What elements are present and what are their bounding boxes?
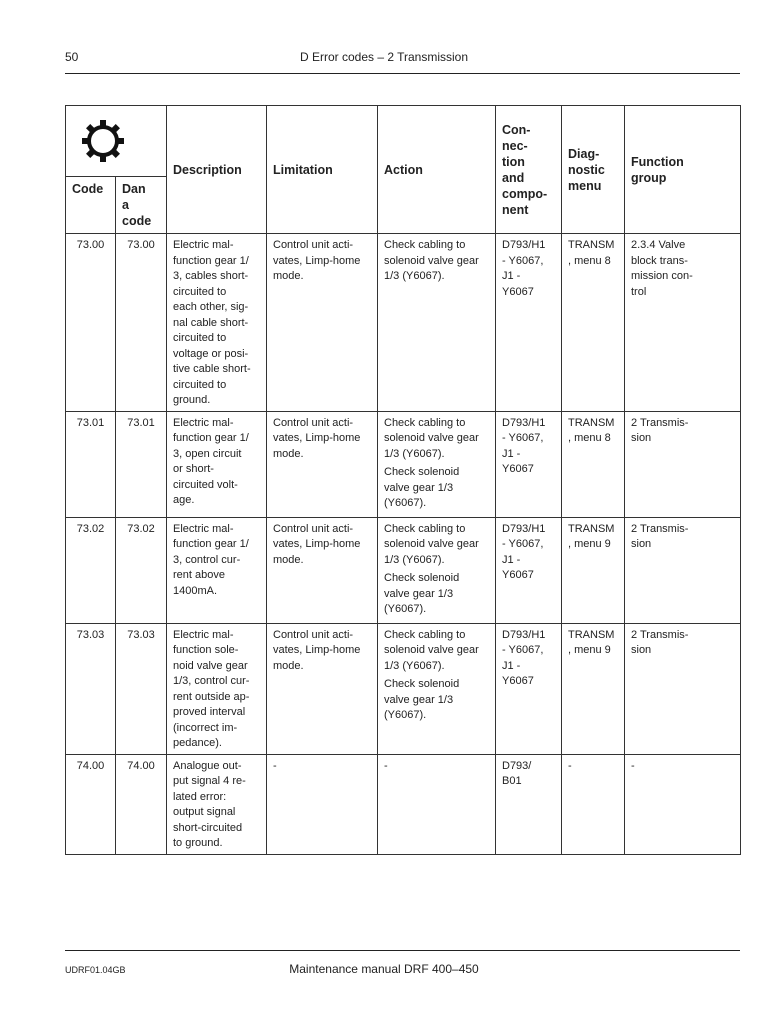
logo-cell bbox=[66, 106, 167, 177]
footer-manual-title: Maintenance manual DRF 400–450 bbox=[289, 962, 479, 976]
cell-description: Electric mal- function sole- noid valve gear 1/3, control cur- rent outside ap- proved interval (incorrect im- pedance). bbox=[167, 623, 267, 754]
cell-diagnostic-menu: TRANSM , menu 9 bbox=[562, 623, 625, 754]
cell-function-group: - bbox=[625, 754, 741, 854]
cell-code: 73.01 bbox=[66, 411, 116, 517]
cell-function-group: 2 Transmis- sion bbox=[625, 411, 741, 517]
action-step: Check cabling to solenoid valve gear 1/3 (Y6067). bbox=[384, 522, 479, 566]
cell-dan-code: 73.01 bbox=[116, 411, 167, 517]
cell-limitation: Control unit acti- vates, Limp-home mode. bbox=[267, 411, 378, 517]
action-step: - bbox=[384, 759, 388, 772]
footer-doc-code: UDRF01.04GB bbox=[65, 965, 126, 975]
table-row bbox=[66, 411, 741, 517]
cell-code: 73.00 bbox=[66, 234, 116, 412]
cell-diagnostic-menu: TRANSM , menu 9 bbox=[562, 517, 625, 623]
cell-limitation: Control unit acti- vates, Limp-home mode. bbox=[267, 517, 378, 623]
gear-icon bbox=[80, 118, 126, 168]
action-step: Check cabling to solenoid valve gear 1/3 (Y6067). bbox=[384, 239, 479, 282]
cell-code: 73.02 bbox=[66, 517, 116, 623]
cell-dan-code: 74.00 bbox=[116, 754, 167, 854]
cell-diagnostic-menu: TRANSM , menu 8 bbox=[562, 411, 625, 517]
table-row bbox=[66, 234, 741, 412]
cell-description: Electric mal- function gear 1/ 3, cables short- circuited to each other, sig- nal cable short- circuited to voltage or posi- tive cable short- circuited to ground. bbox=[167, 234, 267, 412]
cell-connection: D793/H1 - Y6067, J1 - Y6067 bbox=[496, 234, 562, 412]
header-connection: Con- nec- tion and compo- nent bbox=[496, 106, 562, 234]
cell-limitation: - bbox=[267, 754, 378, 854]
error-code-table bbox=[65, 105, 741, 855]
table-header-row bbox=[66, 106, 741, 177]
cell-dan-code: 73.00 bbox=[116, 234, 167, 412]
action-step: Check solenoid valve gear 1/3 (Y6067). bbox=[384, 572, 460, 615]
action-step: Check cabling to solenoid valve gear 1/3 (Y6067). bbox=[384, 628, 479, 672]
action-step: Check solenoid valve gear 1/3 (Y6067). bbox=[384, 466, 460, 509]
cell-connection: D793/H1 - Y6067, J1 - Y6067 bbox=[496, 517, 562, 623]
cell-diagnostic-menu: - bbox=[562, 754, 625, 854]
header-diagnostic-menu: Diag- nostic menu bbox=[562, 106, 625, 234]
cell-function-group: 2.3.4 Valve block trans- mission con- trol bbox=[625, 234, 741, 412]
cell-diagnostic-menu: TRANSM , menu 8 bbox=[562, 234, 625, 412]
cell-description: Analogue out- put signal 4 re- lated error: output signal short-circuited to ground. bbox=[167, 754, 267, 854]
action-step: Check cabling to solenoid valve gear 1/3 (Y6067). bbox=[384, 416, 479, 460]
cell-dan-code: 73.03 bbox=[116, 623, 167, 754]
table-row bbox=[66, 517, 741, 623]
header-function-group: Function group bbox=[625, 106, 741, 234]
cell-connection: D793/H1 - Y6067, J1 - Y6067 bbox=[496, 623, 562, 754]
header-rule bbox=[65, 73, 740, 74]
cell-description: Electric mal- function gear 1/ 3, control cur- rent above 1400mA. bbox=[167, 517, 267, 623]
cell-description: Electric mal- function gear 1/ 3, open circuit or short- circuited volt- age. bbox=[167, 411, 267, 517]
header-limitation: Limitation bbox=[267, 106, 378, 234]
cell-code: 74.00 bbox=[66, 754, 116, 854]
cell-action bbox=[378, 234, 496, 412]
header-dan-code: Dan a code bbox=[116, 177, 167, 234]
header-code: Code bbox=[66, 177, 116, 234]
table-row bbox=[66, 754, 741, 854]
cell-action bbox=[378, 411, 496, 517]
footer-rule bbox=[65, 950, 740, 951]
page-number: 50 bbox=[65, 50, 79, 64]
cell-action bbox=[378, 517, 496, 623]
cell-dan-code: 73.02 bbox=[116, 517, 167, 623]
header-description: Description bbox=[167, 106, 267, 234]
cell-function-group: 2 Transmis- sion bbox=[625, 517, 741, 623]
action-step: Check solenoid valve gear 1/3 (Y6067). bbox=[384, 678, 460, 721]
cell-connection: D793/ B01 bbox=[496, 754, 562, 854]
table-row bbox=[66, 623, 741, 754]
cell-function-group: 2 Transmis- sion bbox=[625, 623, 741, 754]
cell-action bbox=[378, 754, 496, 854]
cell-action bbox=[378, 623, 496, 754]
cell-limitation: Control unit acti- vates, Limp-home mode. bbox=[267, 234, 378, 412]
cell-code: 73.03 bbox=[66, 623, 116, 754]
cell-connection: D793/H1 - Y6067, J1 - Y6067 bbox=[496, 411, 562, 517]
header-title: D Error codes – 2 Transmission bbox=[299, 50, 469, 64]
header-action: Action bbox=[378, 106, 496, 234]
cell-limitation: Control unit acti- vates, Limp-home mode. bbox=[267, 623, 378, 754]
